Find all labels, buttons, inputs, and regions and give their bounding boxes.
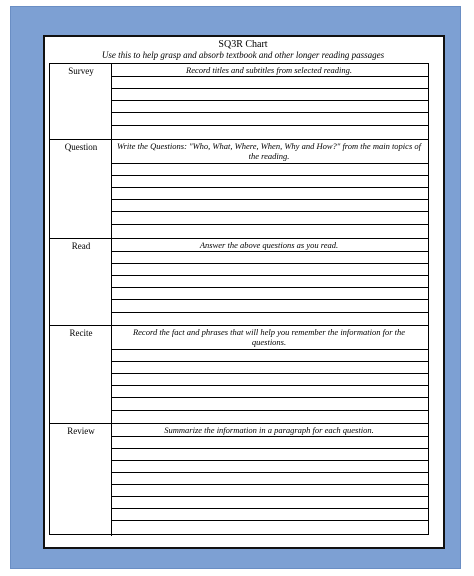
label-cell [50,424,112,536]
section-label: Survey [68,66,94,76]
section-read [50,238,428,325]
section-instruction: Write the Questions: "Who, What, Where, When, Why and How?" from the main topics of the reading. [117,141,421,161]
worksheet [43,35,445,549]
section-label: Question [64,142,98,152]
section-label: Recite [69,328,93,338]
writing-line[interactable] [112,448,428,449]
writing-line[interactable] [112,397,428,398]
section-recite [50,325,428,423]
writing-line[interactable] [112,484,428,485]
writing-line[interactable] [112,175,428,176]
section-label: Read [71,241,91,251]
writing-line[interactable] [112,275,428,276]
section-instruction: Answer the above questions as you read. [199,240,339,250]
label-cell [50,140,112,238]
writing-line[interactable] [112,472,428,473]
section-survey [50,64,428,139]
writing-line[interactable] [112,163,428,164]
section-label: Review [67,426,95,436]
writing-line[interactable] [112,361,428,362]
writing-line[interactable] [112,496,428,497]
section-instruction: Record the fact and phrases that will help you remember the information for the questions. [132,327,406,347]
sq3r-table [49,63,429,535]
chart-subtitle: Use this to help grasp and absorb textbook and other longer reading passages [101,50,385,60]
writing-line[interactable] [112,385,428,386]
writing-line[interactable] [112,436,428,437]
writing-line[interactable] [112,125,428,126]
writing-line[interactable] [112,112,428,113]
section-review [50,423,428,536]
section-instruction: Summarize the information in a paragraph for each question. [164,425,374,435]
label-cell [50,64,112,139]
writing-line[interactable] [112,508,428,509]
section-instruction: Record titles and subtitles from selected reading. [186,65,352,75]
label-cell [50,326,112,423]
label-cell [50,239,112,325]
section-question [50,139,428,238]
writing-line[interactable] [112,88,428,89]
page-frame [10,6,461,569]
writing-line[interactable] [112,224,428,225]
writing-line[interactable] [112,460,428,461]
writing-line[interactable] [112,251,428,252]
chart-title: SQ3R Chart [218,39,268,50]
writing-line[interactable] [112,287,428,288]
writing-line[interactable] [112,76,428,77]
writing-line[interactable] [112,299,428,300]
writing-line[interactable] [112,373,428,374]
writing-line[interactable] [112,100,428,101]
writing-line[interactable] [112,312,428,313]
writing-line[interactable] [112,211,428,212]
writing-line[interactable] [112,410,428,411]
writing-line[interactable] [112,199,428,200]
writing-line[interactable] [112,187,428,188]
writing-line[interactable] [112,349,428,350]
writing-line[interactable] [112,263,428,264]
writing-line[interactable] [112,520,428,521]
